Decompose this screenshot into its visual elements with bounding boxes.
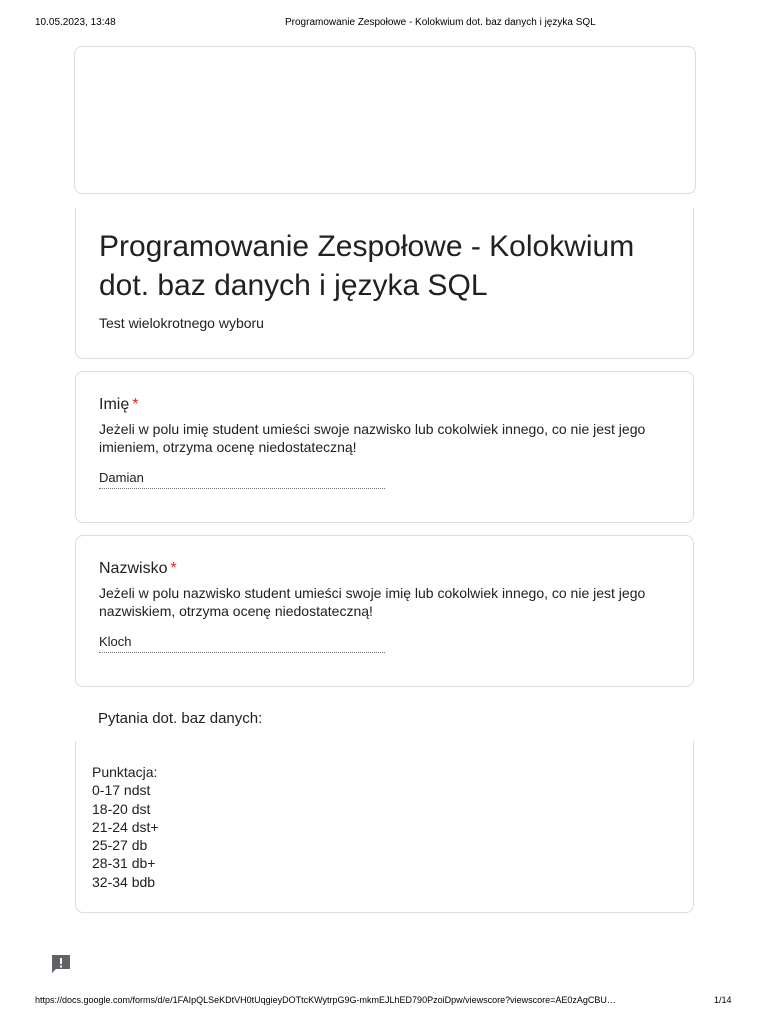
question-title xyxy=(99,396,138,414)
title-card xyxy=(75,208,694,359)
scoring-line: 28-31 db+ xyxy=(92,855,156,872)
question-title xyxy=(99,560,177,578)
question-title-text: Nazwisko xyxy=(99,560,168,577)
question-card-last-name xyxy=(75,535,694,687)
print-footer-url: https://docs.google.com/forms/d/e/1FAIpQLSeKDtVH0tUqgieyDOTtcKWytrpG9G-mkmEJLhED790PzoiDpw/viewscore?viewscore=AE0zAgCBU… xyxy=(35,995,616,1005)
scoring-line: 21-24 dst+ xyxy=(92,818,159,835)
question-card-first-name xyxy=(75,371,694,523)
question-description: Jeżeli w polu imię student umieści swoje nazwisko lub cokolwiek innego, co nie jest jego imieniem, otrzyma ocenę niedostateczną! xyxy=(99,421,646,455)
scoring-line: Punktacja: xyxy=(92,764,158,780)
required-mark: * xyxy=(132,396,139,413)
question-description: Jeżeli w polu nazwisko student umieści swoje imię lub cokolwiek innego, co nie jest jego nazwiskiem, otrzyma ocenę niedostateczną! xyxy=(99,585,646,619)
form-description: Test wielokrotnego wyboru xyxy=(99,315,264,331)
scoring-line: 0-17 ndst xyxy=(92,782,151,799)
print-date: 10.05.2023, 13:48 xyxy=(35,17,116,28)
header-banner xyxy=(74,46,696,194)
form-title: Programowanie Zespołowe - Kolokwium dot. baz danych i języka SQL xyxy=(99,230,635,302)
scoring-line: 25-27 db xyxy=(92,837,148,854)
scoring-line: 32-34 bdb xyxy=(92,873,156,890)
feedback-icon[interactable] xyxy=(50,954,72,974)
scoring-card xyxy=(75,741,694,913)
print-title: Programowanie Zespołowe - Kolokwium dot. baz danych i języka SQL xyxy=(285,17,596,28)
answer-field-first-name[interactable]: Damian xyxy=(99,470,385,489)
answer-field-last-name[interactable]: Kloch xyxy=(99,634,385,653)
question-title-text: Imię xyxy=(99,396,130,413)
scoring-line: 18-20 dst xyxy=(92,800,151,817)
required-mark: * xyxy=(170,560,177,577)
print-page-number: 1/14 xyxy=(714,995,732,1005)
section-heading: Pytania dot. baz danych: xyxy=(98,710,263,727)
scoring-lines xyxy=(92,763,159,891)
